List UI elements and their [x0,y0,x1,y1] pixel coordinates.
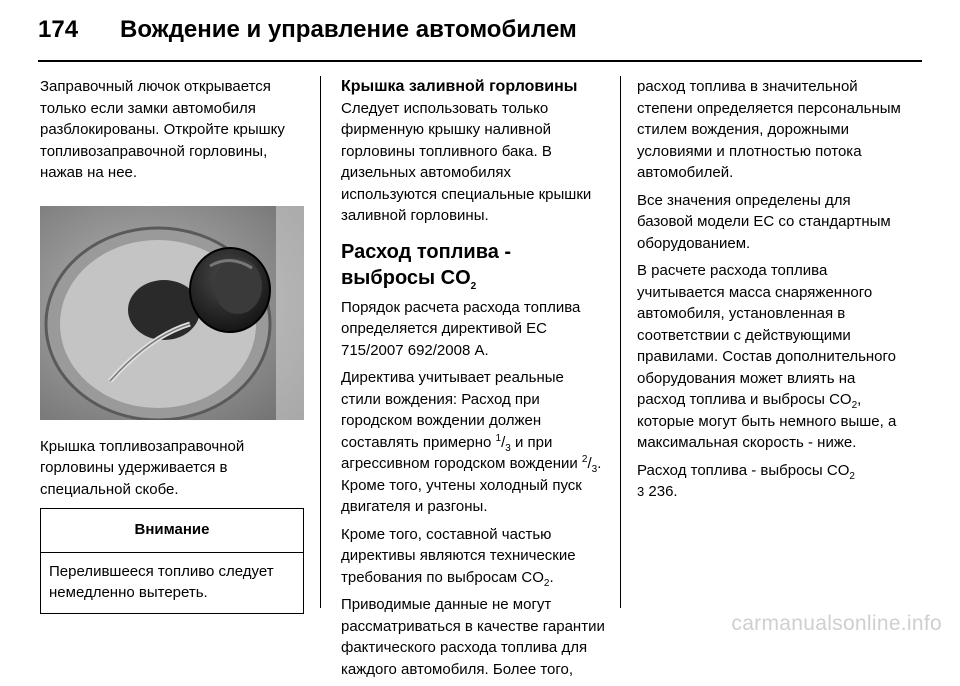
notice-text: Перелившееся топливо следует немедленно вытереть. [49,562,274,601]
fuel-heading-text: Расход топлива - выбросы CO [341,240,512,289]
base-model-paragraph: Все значения определены для базовой модели ЕС со стандартным оборудованием. [637,191,891,252]
driving-styles-text-b: и при агрессивном городском вождении [341,433,582,472]
mass-paragraph [637,260,905,454]
column-divider-1 [320,76,321,608]
fraction-1-denominator: 3 [505,442,511,454]
driving-styles-text-c: . Кроме того, учтены холодный пуск двигателя и разгоны. [341,455,602,515]
mass-text-a: В расчете расхода топлива учитывается масса снаряженного автомобиля, установленная в соответствии с действующими правилами. Состав дополнительного оборудования может влиять на расход топлива и выбросы CO [637,262,896,408]
page-title: Вождение и управление автомобилем [120,16,577,43]
fraction-2-denominator: 3 [591,464,598,475]
header-rule [38,60,922,62]
cap-section-heading: Крышка заливной горловины [341,78,578,95]
cross-reference[interactable] [637,460,905,503]
mass-text-b: , которые могут быть немного выше, а максимальная скорость - ниже. [637,391,897,451]
fuel-consumption-heading [341,239,605,291]
reference-text: Расход топлива - выбросы CO [637,461,850,479]
column-2 [341,76,605,686]
column-3 [637,76,905,509]
fuel-heading-subscript: 2 [470,280,477,292]
mass-subscript: 2 [851,400,858,411]
fuel-cap-illustration [40,206,304,420]
directive-paragraph: Порядок расчета расхода топлива определяется директивой ЕС 715/2007 692/2008 A. [341,298,581,359]
notice-title: Внимание [41,509,303,553]
reference-subscript: 2 [849,470,855,482]
emissions-text-a: Кроме того, составной частью директивы являются технические требования по выбросам CO [341,525,576,586]
fuel-cap-photo [40,206,304,420]
reference-page: 236. [644,483,678,500]
fraction-2-numerator: 2 [581,454,588,465]
driving-styles-paragraph: Директива учитывает реальные стили вождения: Расход при городском вождении должен составлять примерно $^1/_3$ и при агрессивном городском вождении $^2/_3$. Кроме того, учтены холодный пуск двигателя и разгоны. [341,369,602,515]
fraction-1-numerator: 1 [495,432,502,444]
watermark: carmanualsonline.info [731,612,942,635]
intro-paragraph: Заправочный лючок открывается только если замки автомобиля разблокированы. Откройте крышку топливозаправочной горловины, нажав на нее. [40,78,285,181]
column-divider-2 [620,76,621,608]
page-header [38,16,922,54]
column-1 [40,76,304,614]
emissions-paragraph [341,524,605,589]
style-paragraph: расход топлива в значительной степени определяется персональным стилем вождения, дорожными условиями и плотностью потока автомобилей. [637,78,901,181]
page-number: 174 [38,16,79,43]
guarantee-paragraph: Приводимые данные не могут рассматриваться в качестве гарантии фактического расхода топлива для каждого автомобиля. Более того, [341,596,605,678]
emissions-text-b: . [549,568,554,586]
emissions-subscript: 2 [543,577,550,589]
photo-caption: Крышка топливозаправочной горловины удерживается в специальной скобе. [40,437,245,498]
warning-notice [40,508,304,614]
driving-styles-text-a: Директива учитывает реальные стили вождения: Расход при городском вождении должен составлять примерно [341,369,564,451]
cap-paragraph: Следует использовать только фирменную крышку наливной горловины топливного бака. В дизельных автомобилях используются специальные крышки заливной горловины. [341,99,592,224]
reference-arrow-icon: 3 [637,484,645,499]
